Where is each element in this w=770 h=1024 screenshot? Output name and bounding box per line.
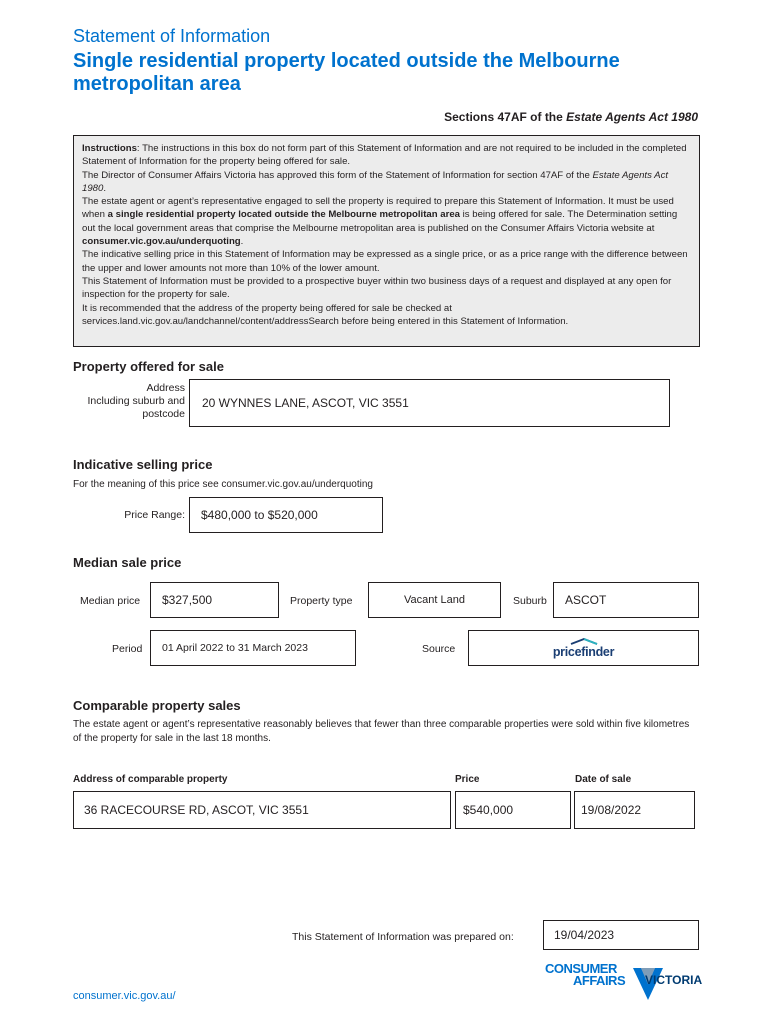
address-label-line1: Address	[146, 382, 185, 394]
table-row-date-cell[interactable]	[574, 791, 695, 829]
logo-line-affairs: AFFAIRS	[573, 973, 626, 988]
comparable-note: The estate agent or agent’s representative reasonably believes that fewer than three comparable properties were sold within five kilometres of the property for sale in the last 18 months.	[73, 719, 690, 744]
instructions-p1: : The instructions in this box do not form part of this Statement of Information and are not required to be included in the completed Statement of Information for the property being offered for sale.	[82, 143, 687, 168]
address-field[interactable]	[189, 379, 670, 427]
instructions-p2-act: Estate Agents Act 1980	[82, 169, 669, 194]
address-label-line3: postcode	[142, 408, 185, 420]
prepared-date-value: 19/04/2023	[554, 928, 615, 942]
price-range-field[interactable]	[189, 497, 383, 533]
instructions-p3-cont: is being offered for sale. The Determination setting out the local government areas that comprise the Melbourne metropolitan area is published on the Consumer Affairs Victoria website at	[82, 209, 678, 234]
median-price-label: Median price	[80, 595, 141, 607]
property-type-value: Vacant Land	[404, 594, 465, 606]
instructions-p3: The estate agent or agent’s representative engaged to sell the property is required to prepare this Statement of Information. It must be used when	[82, 196, 674, 221]
suburb-label: Suburb	[513, 595, 547, 607]
cav-logo	[545, 962, 705, 1004]
address-value: 20 WYNNES LANE, ASCOT, VIC 3551	[202, 396, 409, 410]
comparable-date-value: 19/08/2022	[581, 803, 642, 817]
instructions-p5: This Statement of Information must be provided to a prospective buyer within two business days of a request and displayed at any open for inspection for the property for sale.	[82, 275, 672, 301]
col-price-header: Price	[455, 774, 480, 785]
address-label-line2: Including suburb and	[87, 395, 185, 407]
median-heading: Median sale price	[73, 555, 182, 570]
pricefinder-logo	[469, 631, 698, 665]
table-row-price-cell[interactable]	[455, 791, 571, 829]
instructions-lead: Instructions	[82, 143, 137, 154]
instructions-box	[73, 135, 700, 347]
underquoting-link[interactable]: consumer.vic.gov.au/underquoting	[82, 236, 241, 248]
property-heading: Property offered for sale	[73, 359, 224, 374]
instructions-p2-end: .	[103, 182, 107, 194]
instructions-p4: The indicative selling price in this Statement of Information may be expressed as a single price, or as a price range with the difference between the upper and lower amounts not more than 10% of the lower amount.	[82, 249, 688, 274]
form-title: Statement of Information	[73, 26, 271, 46]
median-price-value: $327,500	[162, 593, 213, 607]
col-address-header: Address of comparable property	[73, 774, 228, 785]
median-price-field[interactable]	[150, 582, 279, 618]
col-date-header: Date of sale	[575, 774, 632, 785]
suburb-field[interactable]	[553, 582, 699, 618]
pricefinder-roof-icon	[570, 638, 598, 645]
pricefinder-wordmark: pricefinder	[552, 644, 615, 659]
address-label	[60, 382, 185, 421]
instructions-p3-end: .	[240, 236, 244, 248]
indicative-note: For the meaning of this price see consumer.vic.gov.au/underquoting	[73, 479, 373, 490]
property-type-field[interactable]	[368, 582, 501, 618]
price-range-value: $480,000 to $520,000	[201, 508, 318, 522]
logo-line-consumer: CONSUMER	[545, 961, 617, 976]
comparable-heading: Comparable property sales	[73, 698, 241, 713]
prepared-label: This Statement of Information was prepared on:	[292, 931, 514, 943]
sections-prefix: Sections 47AF of the	[444, 110, 567, 124]
logo-line-victoria: VICTORIA	[645, 973, 703, 987]
comparable-address-value: 36 RACECOURSE RD, ASCOT, VIC 3551	[84, 803, 309, 817]
sections-act: Estate Agents Act 1980	[566, 110, 698, 124]
indicative-heading: Indicative selling price	[73, 457, 213, 472]
suburb-value: ASCOT	[565, 593, 607, 607]
form-subtitle: Single residential property located outside the Melbourne metropolitan area	[73, 50, 620, 95]
price-range-label: Price Range:	[124, 509, 185, 521]
instructions-p2: The Director of Consumer Affairs Victoria has approved this form of the Statement of Information for section 47AF of the	[82, 169, 593, 181]
source-field[interactable]	[468, 630, 699, 666]
instructions-p3-bold: a single residential property located outside the Melbourne metropolitan area	[107, 209, 460, 221]
footer-url[interactable]: consumer.vic.gov.au/	[73, 990, 176, 1002]
period-label: Period	[112, 643, 143, 655]
instructions-p6: It is recommended that the address of the property being offered for sale be checked at services.land.vic.gov.au/landchannel/content/addressSearch before being entered in this Statement of Information.	[82, 302, 569, 327]
property-type-label: Property type	[290, 595, 353, 607]
sections-reference	[444, 110, 698, 124]
period-value: 01 April 2022 to 31 March 2023	[162, 642, 308, 654]
prepared-date-field[interactable]	[543, 920, 699, 950]
table-row-address-cell[interactable]	[73, 791, 451, 829]
comparable-price-value: $540,000	[463, 803, 514, 817]
source-label: Source	[422, 643, 456, 655]
period-field[interactable]	[150, 630, 356, 666]
